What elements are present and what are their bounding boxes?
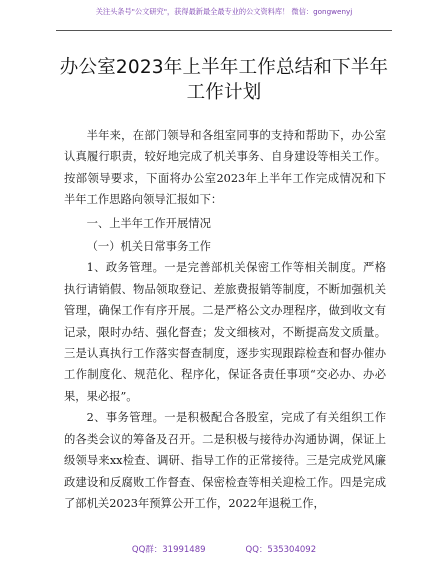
header-banner: 关注头条号"公文研究"，获得最新最全最专业的公文资料库！ 微信：gongwenyj <box>95 7 353 16</box>
document-body <box>64 125 386 514</box>
body-paragraph-governance: 1、政务管理。一是完善部机关保密工作等相关制度。严格执行请销假、物品领取登记、差旅费报销等制度，不断加强机关管理，确保工作有序开展。二是严格公文办理程序，做到收文有记录，限时办结、强化督查；发文细核对，不断提高发文质量。三是认真执行工作落实督查制度，逐步实现跟踪检查和督办催办工作制度化、规范化、程序化，保证各责任事项“交必办、办必果，果必报”。 <box>64 261 386 403</box>
section-heading: 一、上半年工作开展情况 <box>86 216 211 230</box>
body-paragraph-affairs: 2、事务管理。一是积极配合各股室，完成了有关组织工作的各类会议的筹备及召开。二是积极与接待办沟通协调，保证上级领导来xx检查、调研、指导工作的正常接待。三是完成党风廉政建设和反腐败工作督查、保密检查等相关迎检工作。四是完成了部机关2023年预算公开工作，2022年退税工作， <box>64 411 386 510</box>
intro-paragraph: 半年来，在部门领导和各组室同事的支持和帮助下，办公室认真履行职责，较好地完成了机关事务、自身建设等相关工作。按部领导要求，下面将办公室2023年上半年工作完成情况和下半年工作思路向领导汇报如下： <box>64 129 386 207</box>
footer-contact <box>0 543 448 555</box>
header-divider <box>56 30 392 31</box>
footer-qq-group: QQ群：31991489 <box>131 545 206 555</box>
footer-qq: QQ：535304092 <box>245 545 317 555</box>
document-title: 办公室2023年上半年工作总结和下半年工作计划 <box>59 57 389 103</box>
subsection-heading: （一）机关日常事务工作 <box>86 240 211 254</box>
